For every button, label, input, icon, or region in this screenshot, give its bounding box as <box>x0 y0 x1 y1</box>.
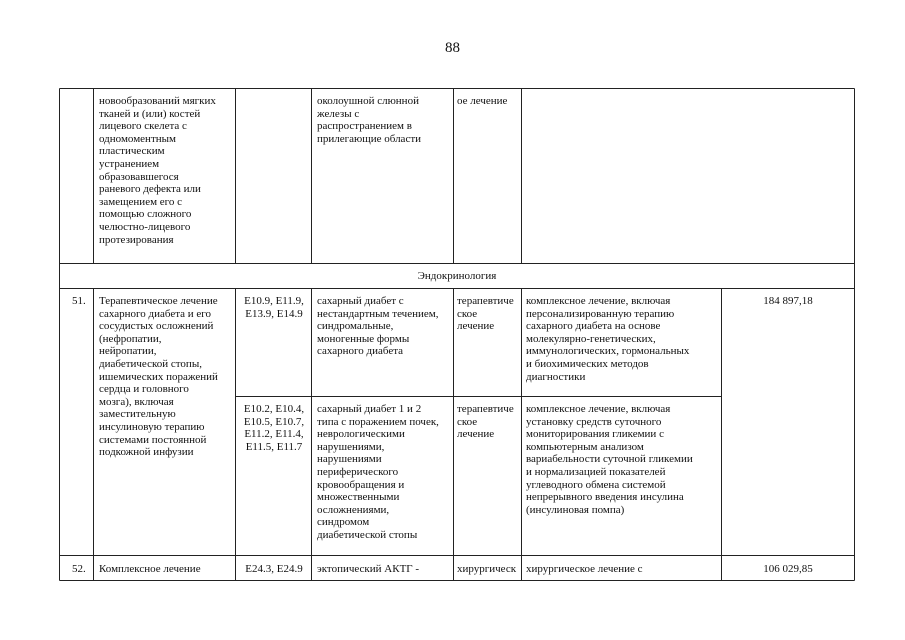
row-51-codes-a: E10.9, E11.9, E13.9, E14.9 <box>244 295 304 320</box>
cont-name-cell: новообразований мягких тканей и (или) костей лицевого скелета с одномоментным пластическим устранением образовавшегося раневого дефекта или замещением его с помощью сложного челюстно-лицевого протезирования <box>99 95 216 246</box>
row-52-method: хирургическое лечение с <box>526 563 643 575</box>
row-52-cost: 106 029,85 <box>763 563 813 575</box>
medical-care-table <box>59 88 855 581</box>
row-51-number: 51. <box>72 295 86 307</box>
row-51-method-b: комплексное лечение, включая установку средств суточного мониторирования гликемии с компьютерным анализом вариабельности суточной гликемии и нормализацией показателей углеводного обмена системой непрерывного введения инсулина (инсулиновая помпа) <box>526 403 693 516</box>
row-51-codes-b: E10.2, E10.4, E10.5, E10.7, E11.2, E11.4, E11.5, E11.7 <box>243 403 305 453</box>
row-52-model: эктопический АКТГ - <box>317 563 420 575</box>
row-52-name: Комплексное лечение <box>99 563 201 575</box>
row-51-method-a: комплексное лечение, включая персонализированную терапию сахарного диабета на основе молекулярно-генетических, иммунологических, гормональных и биохимических методов диагностики <box>526 295 690 383</box>
row-52-type: хирургическ <box>457 563 517 575</box>
cont-type-cell: ое лечение <box>457 95 508 107</box>
row-52-codes: E24.3, E24.9 <box>245 563 303 575</box>
row-51-type-a: терапевтиче ское лечение <box>457 295 514 333</box>
row-52-number: 52. <box>72 563 86 575</box>
row-51-name: Терапевтическое лечение сахарного диабета и его сосудистых осложнений (нефропатии, нейропатии, диабетической стопы, ишемических поражений сердца и головного мозга), включая заместительную инсулиновую терапию системами постоянной подкожной инфузии <box>99 295 218 459</box>
row-51-cost: 184 897,18 <box>763 295 813 307</box>
row-51-model-b: сахарный диабет 1 и 2 типа с поражением почек, неврологическими нарушениями, нарушениями периферического кровообращения и множественными осложнениями, синдромом диабетической стопы <box>317 403 439 541</box>
row-51-type-b: терапевтиче ское лечение <box>457 403 514 441</box>
row-51-model-a: сахарный диабет с нестандартным течением, синдромальные, моногенные формы сахарного диабета <box>317 295 439 358</box>
cont-model-cell: околоушной слюнной железы с распространением в прилегающие области <box>317 95 422 145</box>
section-title: Эндокринология <box>417 270 497 282</box>
page-number: 88 <box>445 40 460 56</box>
